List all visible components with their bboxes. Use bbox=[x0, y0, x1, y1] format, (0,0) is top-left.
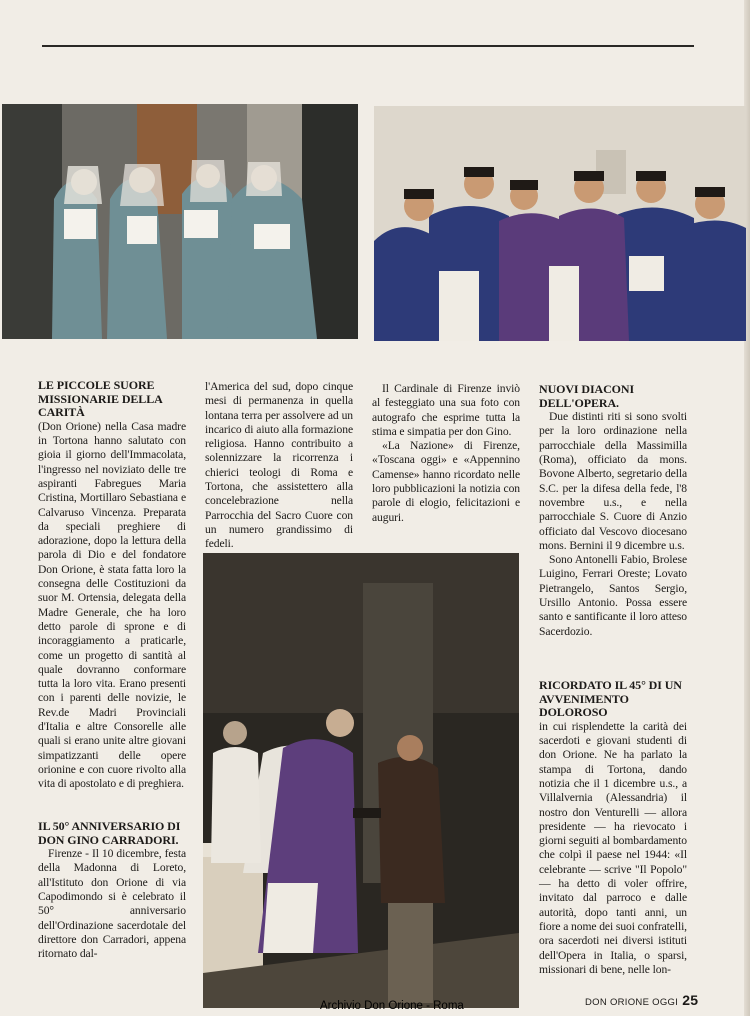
body-diaconi-2: Sono Antonelli Fabio, Brolese Luigino, Ferrari Oreste; Lovato Pietrangelo, Santos Sergio, Ursillo Antonio. Possa essere santo e santificante il loro atteso Sacerdozio. bbox=[539, 553, 687, 638]
headline-diaconi: NUOVI DIACONI DELL'OPERA. bbox=[539, 382, 635, 410]
body-piccole-suore: (Don Orione) nella Casa madre in Tortona hanno salutato con gioia il giorno dell'Immacolata, l'ingresso nel noviziato delle tre aspiranti Fabregues Maria Cristina, Mortillaro Sebastiana e Calvaruso Vincenza. Preparata da speciali preghiere di adorazione, dopo la lettura della parola di Dio e del fondatore Don Orione, è stata fatta loro la consegna delle Costituzioni da suor M. Ortensia, delegata della Madre Generale, che ha loro detto parole di sprone e di incoraggiamento a praticarle, come un progetto di santità al quale dovranno conformare tutta la loro vita. Erano presenti con i parenti delle novizie, le Rev.de Madri Provinciali d'Italia e altre Consorelle alle quali si erano unite altre giovani simpatizzanti delle opere orionine e con cuore rivolto alla vita di apostolato e di preghiera. bbox=[38, 419, 186, 791]
body-anniversario-1: Firenze - Il 10 dicembre, festa della Madonna di Loreto, all'Istituto don Orione di via Capodimondo si è celebrato il 50° anniversario dell'Ordinazione sacerdotale del direttore don Carradori, appena ritornato dal- bbox=[38, 847, 186, 961]
article-piccole-suore bbox=[38, 379, 186, 792]
headline-ricordato: RICORDATO IL 45° DI UN AVVENIMENTO DOLOROSO bbox=[539, 678, 682, 720]
page-footer bbox=[585, 992, 698, 1008]
headline-piccole-suore: LE PICCOLE SUORE MISSIONARIE DELLA CARITÀ bbox=[38, 378, 163, 420]
page-number: 25 bbox=[682, 992, 699, 1008]
article-ricordato bbox=[539, 679, 687, 977]
top-rule bbox=[42, 45, 694, 47]
archive-watermark: Archivio Don Orione - Roma bbox=[320, 1000, 464, 1012]
photo-new-deacons bbox=[374, 106, 746, 341]
magazine-name: DON ORIONE OGGI bbox=[585, 997, 679, 1008]
article-diaconi bbox=[539, 383, 687, 639]
article-anniversario-start bbox=[38, 820, 186, 962]
body-anniversario-4: «La Nazione» di Firenze, «Toscana oggi» e «Appennino Camense» hanno ricordato nelle loro pubblicazioni la notizia con parole di elogio, felicitazioni e auguri. bbox=[372, 439, 520, 524]
article-anniversario-cont bbox=[205, 380, 353, 552]
body-anniversario-2: l'America del sud, dopo cinque mesi di permanenza in quella lontana terra per assolvere ad un incarico di aiuto alla formazione religiosa. Hanno contribuito a solennizzare la ricorrenza i chierici teologi di Roma e Tortona, che assistettero alla concelebrazione nella Parrocchia del Sacro Cuore con un numero grandissimo di fedeli. bbox=[205, 380, 353, 551]
article-anniversario-end bbox=[372, 382, 520, 525]
headline-anniversario: IL 50° ANNIVERSARIO DI DON GINO CARRADORI. bbox=[38, 819, 181, 847]
photo-ceremony-cardinal bbox=[203, 553, 519, 1008]
photo-nuns-novices bbox=[2, 104, 358, 339]
body-diaconi-1: Due distinti riti si sono svolti per la loro ordinazione nella parrocchiale della Massimilla (Roma), officiato da mons. Bovone Alberto, segretario della S.C. per la difesa della fede, l'8 novembre u.s., e nella parrocchiale S. Cuore di Anzio officiato dal Vescovo diocesano mons. Bernini il 9 dicembre u.s. bbox=[539, 410, 687, 552]
body-anniversario-3: Il Cardinale di Firenze inviò al festeggiato una sua foto con autografo che esprime tutta la stima e simpatia per don Gino. bbox=[372, 382, 520, 438]
body-ricordato: in cui risplendette la carità dei sacerdoti e giovani studenti di don Orione. Ne ha parlato la stampa di Tortona, dando notizia che il 1 dicembre u.s., a Villalvernia (Alessandria) il nostro don Venturelli — allora presidente — ha rievocato i giorni seguiti al bombardamento che colpì il paese nel 1944: «Il celebrante — scrive "Il Popolo" — ha detto di voler offrire, invitato dal parroco e dalle autorità, dopo tanti anni, un fiore a nome dei suoi confratelli, ora sacerdoti nei diversi istituti dell'Opera in Italia, o sparsi, missionari di bene, nelle lon- bbox=[539, 719, 687, 976]
